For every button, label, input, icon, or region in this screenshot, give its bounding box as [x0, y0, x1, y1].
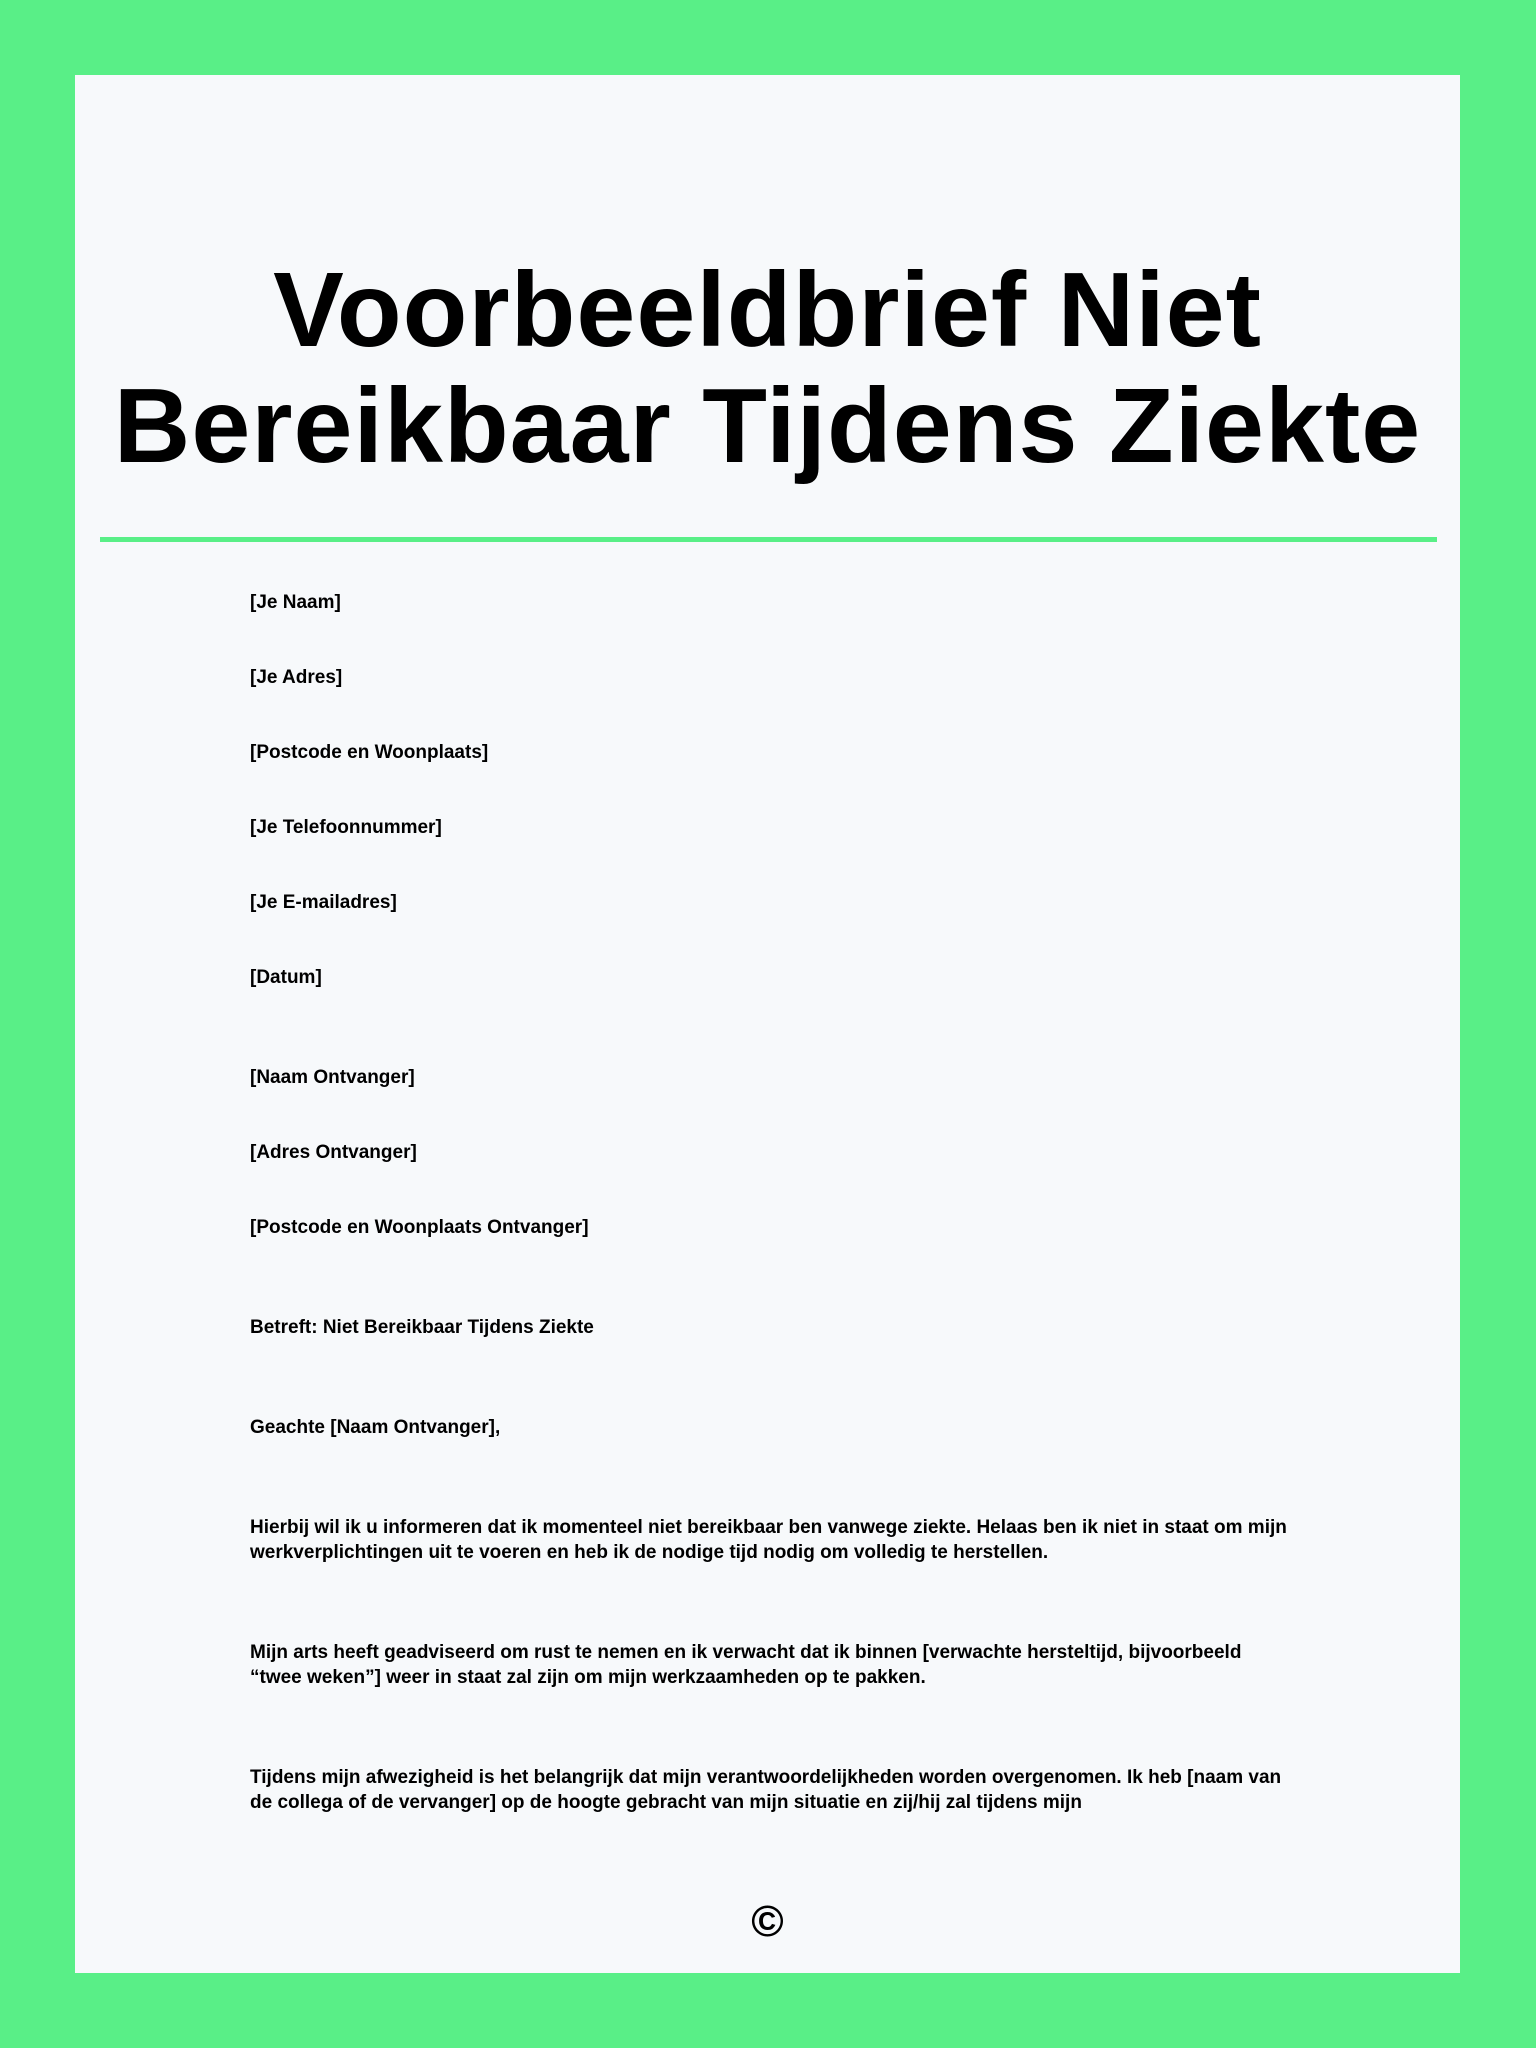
paragraph: Mijn arts heeft geadviseerd om rust te nemen en ik verwacht dat ik binnen [verwachte hersteltijd, bijvoorbeeld “twee weken”] weer in staat zal zijn om mijn werkzaamheden op te pakken.	[250, 1642, 1242, 1688]
salutation: Geachte [Naam Ontvanger],	[250, 1417, 501, 1438]
recipient-postal-city: [Postcode en Woonplaats Ontvanger]	[250, 1217, 589, 1238]
recipient-address: [Adres Ontvanger]	[250, 1142, 417, 1163]
subject-line: Betreft: Niet Bereikbaar Tijdens Ziekte	[250, 1317, 594, 1338]
letter-date: [Datum]	[250, 967, 322, 988]
title-divider	[100, 537, 1437, 542]
sender-postal-city: [Postcode en Woonplaats]	[250, 742, 489, 763]
copyright-icon: ©	[751, 1897, 784, 1946]
sender-address: [Je Adres]	[250, 667, 343, 688]
letter-page	[75, 75, 1460, 1973]
sender-phone: [Je Telefoonnummer]	[250, 817, 442, 838]
recipient-name: [Naam Ontvanger]	[250, 1067, 415, 1088]
paragraph: Hierbij wil ik u informeren dat ik momenteel niet bereikbaar ben vanwege ziekte. Helaas ben ik niet in staat om mijn werkverplichtingen uit te voeren en heb ik de nodige tijd nodig om volledig te herstellen.	[250, 1517, 1287, 1563]
sender-name: [Je Naam]	[250, 592, 341, 613]
sender-email: [Je E-mailadres]	[250, 892, 397, 913]
paragraph: Tijdens mijn afwezigheid is het belangrijk dat mijn verantwoordelijkheden worden overgenomen. Ik heb [naam van de collega of de vervanger] op de hoogte gebracht van mijn situatie en zij/hij zal tijdens mijn	[250, 1767, 1282, 1813]
page-title: Voorbeeldbrief Niet Bereikbaar Tijdens Ziekte	[113, 251, 1422, 485]
